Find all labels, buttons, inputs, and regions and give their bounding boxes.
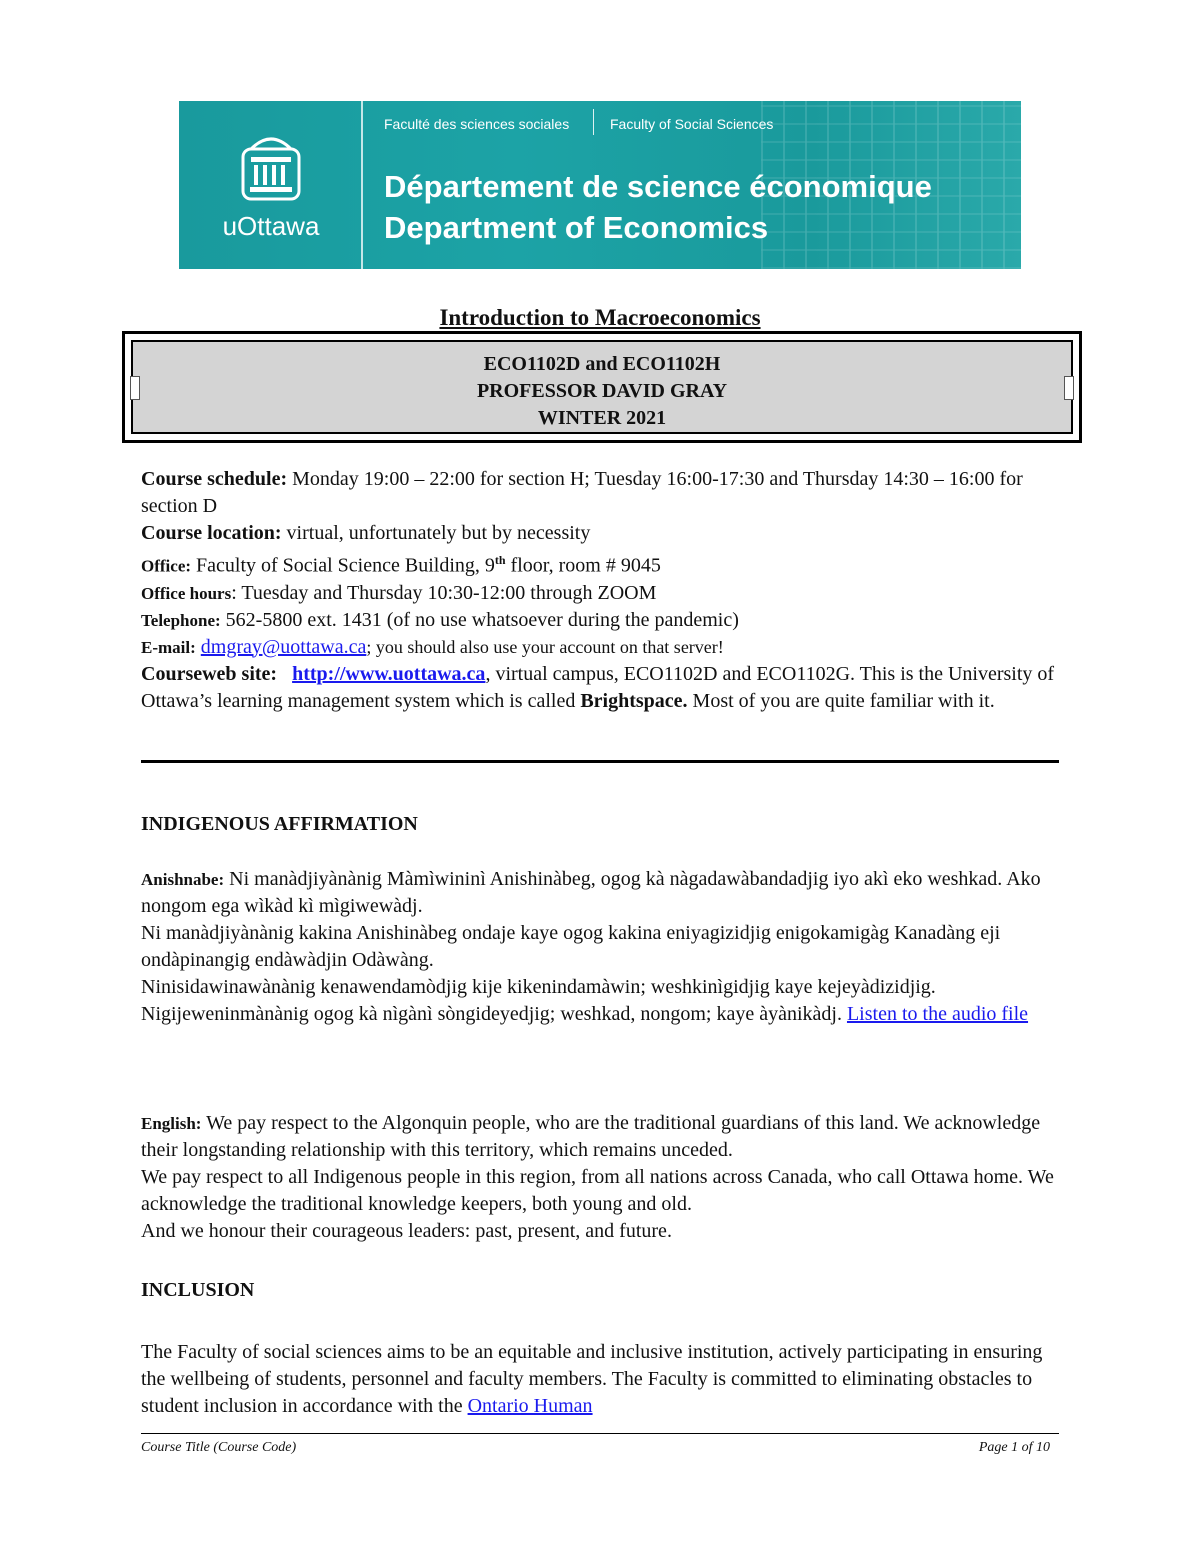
inclusion-heading: INCLUSION	[141, 1279, 255, 1301]
section-divider	[141, 760, 1059, 763]
box-right-handle[interactable]	[1064, 376, 1074, 400]
office-value-end: floor, room # 9045	[505, 554, 661, 577]
english-line-1	[141, 1110, 1056, 1164]
web-description-end: Most of you are quite familiar with it.	[687, 689, 995, 712]
email-note: ; you should also use your account on that server!	[366, 636, 724, 657]
building-columns-icon	[237, 127, 305, 203]
email-label: E-mail:	[141, 637, 196, 657]
hours-line	[141, 580, 1061, 607]
anishnabe-block	[141, 866, 1056, 1028]
hours-value: : Tuesday and Thursday 10:30-12:00 through ZOOM	[231, 581, 657, 604]
brightspace-label: Brightspace.	[580, 689, 688, 712]
anishnabe-label: Anishnabe:	[141, 870, 225, 889]
uottawa-logo-text: uOttawa	[222, 211, 320, 241]
inclusion-text: The Faculty of social sciences aims to be an equitable and inclusive institution, actively participating in ensuring the wellbeing of students, personnel and faculty members. The Faculty is committed to eliminating obstacles to student inclusion in accordance with the	[141, 1341, 1043, 1417]
department-name-en: Department of Economics	[384, 210, 769, 245]
inclusion-block	[141, 1339, 1056, 1420]
office-line	[141, 547, 1061, 580]
schedule-value: Monday 19:00 – 22:00 for section H; Tuesday 16:00-17:30 and Thursday 14:30 – 16:00 for section D	[141, 468, 1023, 517]
phone-label: Telephone:	[141, 610, 221, 630]
faculty-divider	[593, 109, 594, 135]
web-label: Courseweb site:	[141, 662, 278, 685]
email-line	[141, 634, 1061, 661]
ontario-human-rights-link[interactable]: Ontario Human	[467, 1395, 593, 1417]
anishnabe-text-1: Ni manàdjiyànànig Màmìwininì Anishinàbeg, ogog kà nàgadawàbandadjig iyo akì eko weshkad. Ako nongom ega wìkàd kì mìgiwewàdj.	[141, 868, 1041, 917]
english-text-1: We pay respect to the Algonquin people, who are the traditional guardians of this land. We acknowledge their longstanding relationship with this territory, which remains unceded.	[141, 1112, 1041, 1161]
phone-value: 562-5800 ext. 1431 (of no use whatsoever during the pandemic)	[220, 608, 739, 631]
email-link[interactable]: dmgray@uottawa.ca	[200, 635, 367, 658]
anishnabe-line-1	[141, 866, 1056, 920]
inclusion-paragraph	[141, 1339, 1056, 1420]
office-label: Office:	[141, 556, 192, 576]
anishnabe-line-3: Ninisidawinawànànig kenawendamòdjig kije kikenindamàwin; weshkinìgidjig kaye kejeyàdizidjig.	[141, 976, 936, 998]
anishnabe-text-4: Nigijeweninmànànig ogog kà nìgànì sòngideyedjig; weshkad, nongom; kaye àyànikàdj.	[141, 1003, 847, 1025]
location-value: virtual, unfortunately but by necessity	[281, 522, 591, 544]
office-floor-suffix: th	[494, 553, 506, 567]
course-info	[141, 466, 1061, 715]
banner-divider	[361, 101, 363, 269]
course-header-box	[122, 331, 1082, 443]
course-professor: PROFESSOR DAVID GRAY	[476, 380, 728, 402]
faculty-name-en: Faculty of Social Sciences	[610, 116, 774, 132]
audio-file-link[interactable]: Listen to the audio file	[846, 1003, 1029, 1025]
course-title: Introduction to Macroeconomics	[439, 305, 761, 330]
schedule-line	[141, 466, 1061, 520]
department-banner	[179, 101, 1021, 269]
course-term: WINTER 2021	[537, 407, 667, 429]
course-code: ECO1102D and ECO1102H	[483, 353, 721, 375]
web-line	[141, 661, 1061, 715]
anishnabe-line-4	[141, 1001, 1056, 1028]
english-line-2: We pay respect to all Indigenous people in this region, from all nations across Canada, who call Ottawa home. We acknowledge the traditional knowledge keepers, both young and old.	[141, 1166, 1054, 1215]
schedule-label: Course schedule:	[141, 468, 288, 490]
indigenous-heading: INDIGENOUS AFFIRMATION	[141, 813, 418, 835]
phone-line	[141, 607, 1061, 634]
box-left-handle[interactable]	[130, 376, 140, 400]
footer-course-title: Course Title (Course Code)	[141, 1440, 297, 1455]
english-line-3: And we honour their courageous leaders: past, present, and future.	[141, 1220, 672, 1242]
web-link[interactable]: http://www.uottawa.ca	[292, 662, 486, 685]
course-header-inner	[131, 340, 1073, 434]
footer-page-number: Page 1 of 10	[978, 1440, 1050, 1455]
anishnabe-line-2: Ni manàdjiyànànig kakina Anishinàbeg ondaje kaye ogog kakina eniyagizidjig enigokamigàg Kanadàng eji ondàpinangig endàwàdjin Odàwàng.	[141, 922, 1001, 971]
footer-divider	[141, 1433, 1059, 1434]
office-value: Faculty of Social Science Building, 9	[191, 554, 495, 577]
hours-label: Office hours	[141, 583, 232, 603]
department-name-fr: Département de science économique	[384, 169, 932, 204]
location-label: Course location:	[141, 522, 282, 544]
faculty-name-fr: Faculté des sciences sociales	[384, 116, 570, 132]
location-line	[141, 520, 1061, 547]
web-description: , virtual campus, ECO1102D and ECO1102G. This is the University of Ottawa’s learning management system which is called	[141, 662, 1055, 712]
english-block	[141, 1110, 1056, 1245]
english-label: English:	[141, 1114, 202, 1133]
